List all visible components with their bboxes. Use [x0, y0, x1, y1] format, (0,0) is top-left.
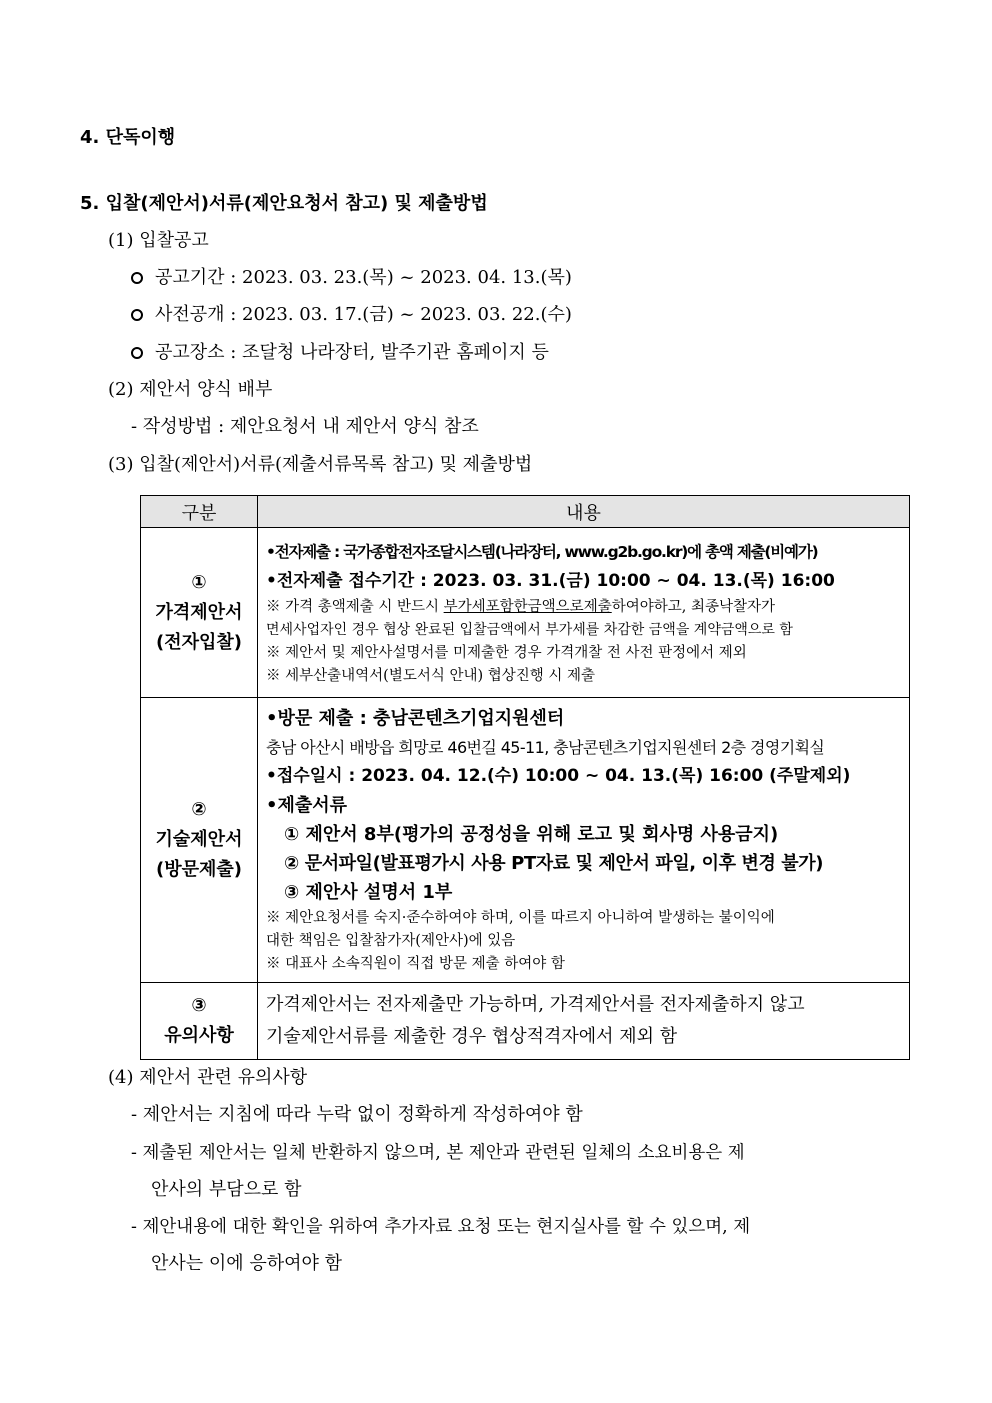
caution-item-2: - 제출된 제안서는 일체 반환하지 않으며, 본 제안과 관련된 일체의 소요비용은 제 — [131, 1143, 745, 1163]
subsection-3-title: (3) 입찰(제안서)서류(제출서류목록 참고) 및 제출방법 — [108, 454, 533, 475]
table-row — [141, 698, 910, 983]
tech-proposal-content: •방문 제출 : 충남콘텐츠기업지원센터 충남 아산시 배방읍 희망로 46번길 45-11, 충남콘텐츠기업지원센터 2층 경영기획실 •접수일시 : 2023. 04. 12.(수) 10:00 ~ 04. 13.(목) 16:00 (주말제외) •제출서류 ① 제안서 8부(평가의 공정성을 위해 로고 및 회사명 사용금지) ② 문서파일(발표평가시 사용 PT자료 및 제안서 파일, 이후 변경 불가) ③ 제안사 설명서 1부 ※ 제안요청서를 숙지·준수하여야 하며, 이를 따르지 아니하여 발생하는 불이익에 대한 책임은 입찰참가자(제안사)에 있음 ※ 대표사 소속직원이 직접 방문 제출 하여야 함 — [258, 698, 910, 983]
circle-bullet-icon — [131, 347, 143, 359]
caution-item-2-cont: 안사의 부담으로 함 — [151, 1179, 302, 1200]
announce-place: 공고장소 : 조달청 나라장터, 발주기관 홈페이지 등 — [131, 341, 549, 365]
price-proposal-label: ① 가격제안서 (전자입찰) — [141, 528, 258, 698]
announce-period: 공고기간 : 2023. 03. 23.(목) ~ 2023. 04. 13.(목) — [131, 266, 572, 290]
preview-period: 사전공개 : 2023. 03. 17.(금) ~ 2023. 03. 22.(수) — [131, 303, 572, 327]
price-proposal-content: •전자제출 : 국가종합전자조달시스템(나라장터, www.g2b.go.kr)에 총액 제출(비예가) •전자제출 접수기간 : 2023. 03. 31.(금) 10:00 ~ 04. 13.(목) 16:00 ※ 가격 총액제출 시 반드시 부가세포함한금액으로제출하여야하고, 최종낙찰자가 면세사업자인 경우 협상 완료된 입찰금액에서 부가세를 차감한 금액을 계약금액으로 함 ※ 제안서 및 제안사설명서를 미제출한 경우 가격개찰 전 사전 판정에서 제외 ※ 세부산출내역서(별도서식 안내) 협상진행 시 제출 — [258, 528, 910, 698]
caution-item-3-cont: 안사는 이에 응하여야 함 — [151, 1253, 343, 1274]
header-content: 내용 — [258, 496, 910, 528]
writing-method: - 작성방법 : 제안요청서 내 제안서 양식 참조 — [131, 416, 479, 437]
caution-content: 가격제안서는 전자제출만 가능하며, 가격제안서를 전자제출하지 않고 기술제안서류를 제출한 경우 협상적격자에서 제외 함 — [258, 983, 910, 1060]
table-header-row — [141, 496, 910, 528]
caution-item-1: - 제안서는 지침에 따라 누락 없이 정확하게 작성하여야 함 — [131, 1104, 583, 1125]
caution-item-3: - 제안내용에 대한 확인을 위하여 추가자료 요청 또는 현지실사를 할 수 있으며, 제 — [131, 1217, 751, 1237]
circle-bullet-icon — [131, 309, 143, 321]
header-category: 구분 — [141, 496, 258, 528]
tech-proposal-label: ② 기술제안서 (방문제출) — [141, 698, 258, 983]
table-row — [141, 983, 910, 1060]
subsection-2-title: (2) 제안서 양식 배부 — [108, 379, 273, 400]
section-5-heading: 5. 입찰(제안서)서류(제안요청서 참고) 및 제출방법 — [80, 193, 488, 214]
subsection-4-title: (4) 제안서 관련 유의사항 — [108, 1067, 308, 1088]
subsection-1-title: (1) 입찰공고 — [108, 230, 209, 251]
submission-table — [140, 495, 910, 1060]
caution-label: ③ 유의사항 — [141, 983, 258, 1060]
circle-bullet-icon — [131, 272, 143, 284]
table-row — [141, 528, 910, 698]
section-4-heading: 4. 단독이행 — [80, 127, 176, 148]
